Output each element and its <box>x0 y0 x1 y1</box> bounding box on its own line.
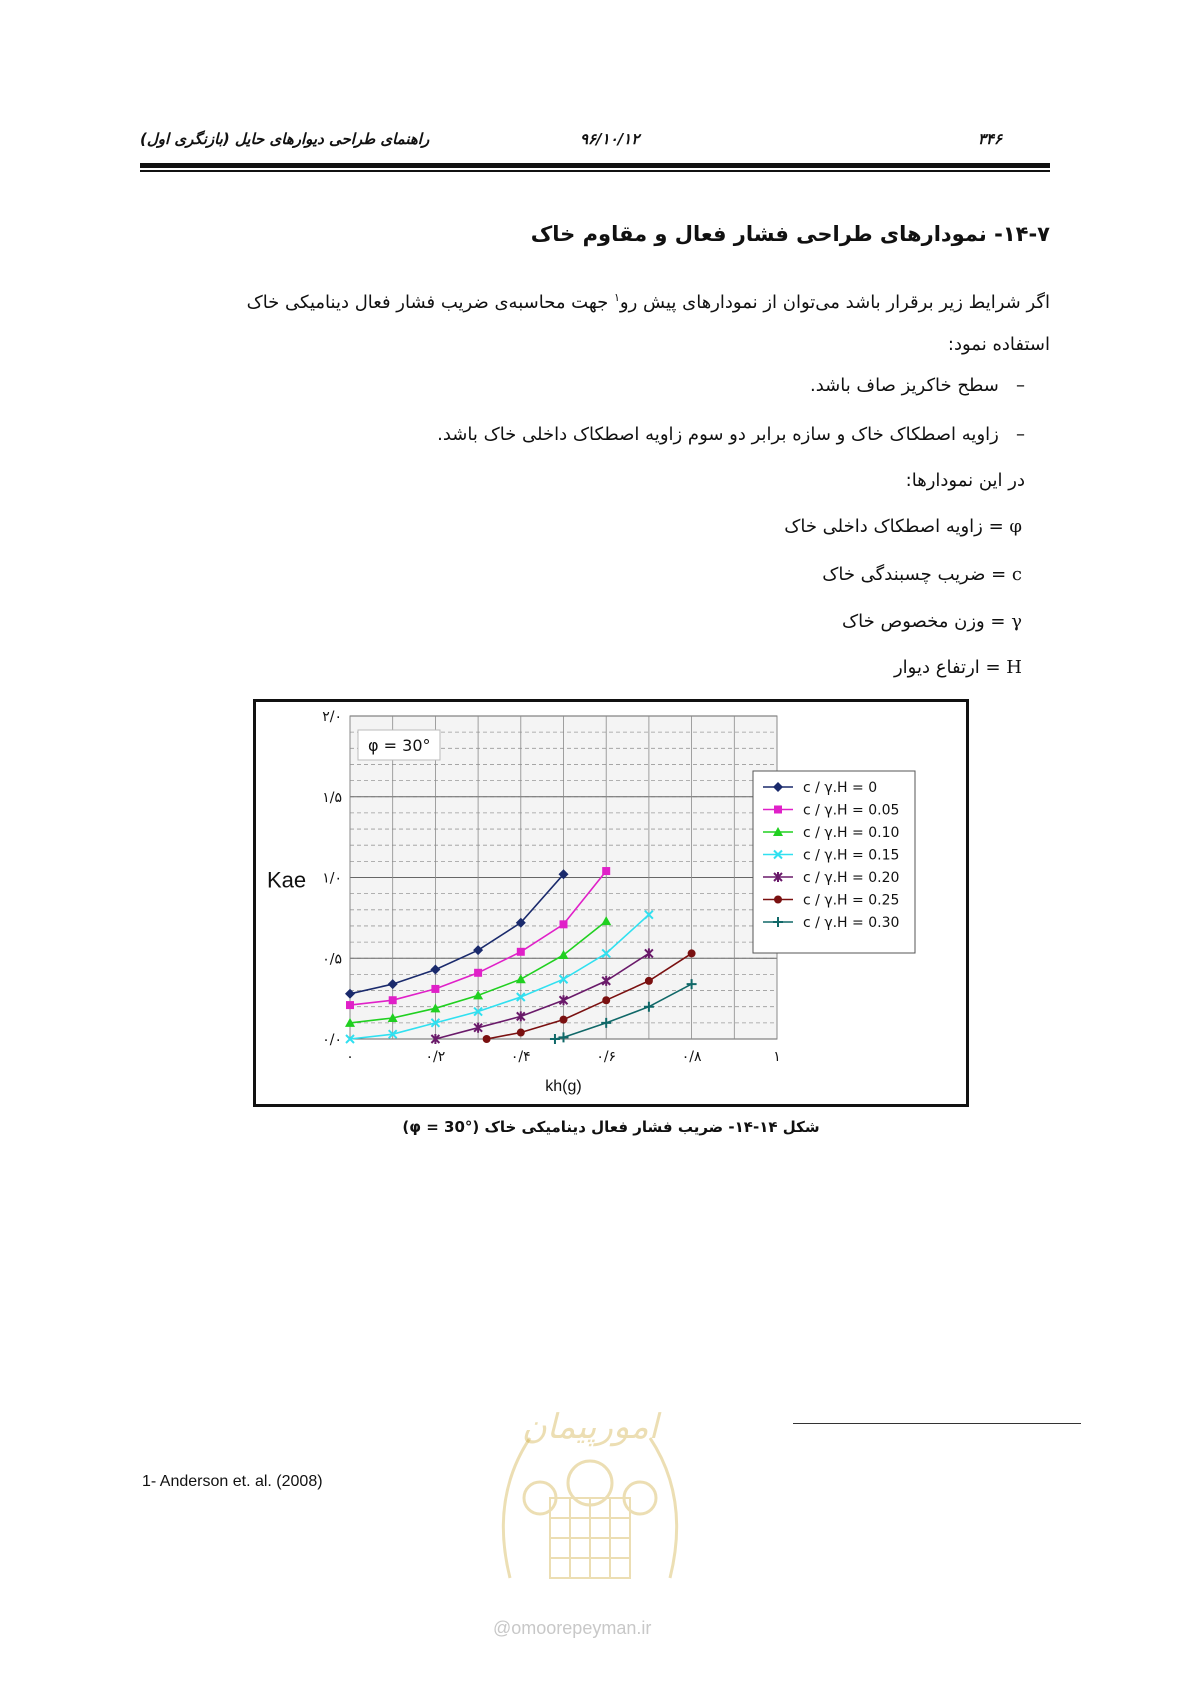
symbol: γ <box>1011 611 1022 632</box>
data-point <box>483 1035 491 1043</box>
legend-label: c / γ.H = 0.05 <box>803 802 900 819</box>
figure-caption: شکل ۱۴-۱۴- ضریب فشار فعال دینامیکی خاک (φ = 30°) <box>402 1118 820 1136</box>
data-point <box>560 920 568 928</box>
watermark-logo-text: امورپیمان <box>521 1407 659 1447</box>
data-point <box>774 806 782 814</box>
footnote-marker: ۱ <box>614 291 620 304</box>
y-axis-label: Kae <box>267 867 307 893</box>
intro-paragraph-end: استفاده نمود: <box>947 334 1050 355</box>
definition-gamma: γ = وزن مخصوص خاک <box>842 611 1022 632</box>
definition-text: وزن مخصوص خاک <box>842 611 985 632</box>
data-point <box>517 1029 525 1037</box>
data-point <box>688 949 696 957</box>
data-point <box>474 969 482 977</box>
header-rule <box>140 163 1050 168</box>
x-tick-label: ۰/۸ <box>681 1049 702 1065</box>
data-point <box>346 1001 354 1009</box>
data-point <box>560 1016 568 1024</box>
x-tick-label: ۰/۶ <box>596 1049 617 1065</box>
definition-phi: φ = زاویه اصطکاک داخلی خاک <box>784 516 1022 537</box>
symbol: φ <box>1009 516 1022 537</box>
watermark-site: @omoorepeyman.ir <box>493 1618 652 1638</box>
bullet-text: سطح خاکریز صاف باشد. <box>809 375 999 396</box>
data-point <box>431 985 439 993</box>
footnote: 1- Anderson et. al. (2008) <box>142 1473 323 1490</box>
data-point <box>517 948 525 956</box>
header-date: ۹۶/۱۰/۱۲ <box>580 130 640 148</box>
x-tick-label: ۰/۲ <box>425 1049 446 1065</box>
data-point <box>774 896 782 904</box>
dash-icon: – <box>998 424 1025 445</box>
bullet-item <box>437 424 1025 445</box>
bullet-text: زاویه اصطکاک خاک و سازه برابر دو سوم زاویه اصطکاک داخلی خاک باشد. <box>437 424 999 445</box>
legend-label: c / γ.H = 0.10 <box>803 825 900 841</box>
x-axis-label: kh(g) <box>545 1078 582 1095</box>
y-tick-label: ۲/۰ <box>322 709 342 725</box>
watermark-logo <box>470 1378 710 1608</box>
definitions-intro: در این نمودارها: <box>905 470 1025 491</box>
dash-icon: – <box>998 375 1025 396</box>
symbol: H <box>1006 657 1022 678</box>
intro-text-cont: جهت محاسبه‌ی ضریب فشار فعال دینامیکی خاک <box>246 292 614 313</box>
bullet-item <box>810 375 1025 396</box>
y-tick-label: ۰/۵ <box>322 951 342 968</box>
legend-label: c / γ.H = 0.20 <box>803 870 900 886</box>
legend-label: c / γ.H = 0.15 <box>803 847 900 864</box>
x-tick-label: ۱ <box>773 1049 781 1065</box>
page-number: ۳۴۶ <box>977 130 1002 148</box>
intro-text: اگر شرایط زیر برقرار باشد می‌توان از نمودارهای پیش رو <box>619 292 1050 313</box>
definition-text: ارتفاع دیوار <box>893 657 980 678</box>
intro-paragraph <box>130 283 1050 318</box>
y-tick-label: ۱/۰ <box>322 870 342 887</box>
definition-text: زاویه اصطکاک داخلی خاک <box>784 516 983 537</box>
legend-label: c / γ.H = 0.30 <box>803 915 900 931</box>
definition-h: H = ارتفاع دیوار <box>893 657 1022 678</box>
running-title: راهنمای طراحی دیوارهای حایل (بازنگری اول) <box>140 130 430 148</box>
footnote-rule <box>793 1423 1081 1424</box>
y-tick-label: ۰/۰ <box>322 1032 342 1048</box>
data-point <box>602 867 610 875</box>
x-tick-label: ۰/۴ <box>510 1049 531 1065</box>
legend-label: c / γ.H = 0.25 <box>803 892 900 909</box>
y-tick-label: ۱/۵ <box>322 789 342 806</box>
kae-chart <box>253 699 969 1107</box>
symbol: c <box>1011 564 1022 585</box>
legend-label: c / γ.H = 0 <box>803 780 878 796</box>
data-point <box>389 996 397 1004</box>
section-title: ۱۴-۷- نمودارهای طراحی فشار فعال و مقاوم خاک <box>530 222 1050 246</box>
x-tick-label: ۰ <box>346 1049 354 1065</box>
definition-c: c = ضریب چسبندگی خاک <box>822 564 1022 585</box>
definition-text: ضریب چسبندگی خاک <box>822 564 986 585</box>
data-point <box>645 977 653 985</box>
annotation-text: φ = 30° <box>368 736 431 755</box>
header-rule-thin <box>140 170 1050 172</box>
data-point <box>602 996 610 1004</box>
